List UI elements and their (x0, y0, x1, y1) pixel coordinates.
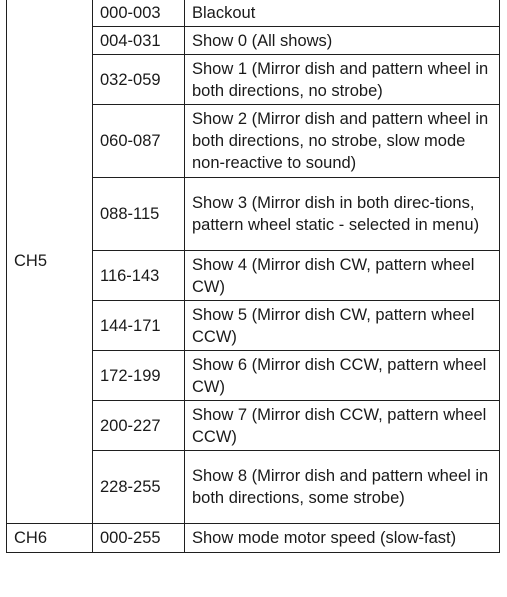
value-range-cell: 144-171 (93, 301, 185, 351)
function-cell: Show 8 (Mirror dish and pattern wheel in both directions, some strobe) (185, 451, 500, 524)
value-range-cell: 200-227 (93, 401, 185, 451)
channel-cell: CH5 (7, 0, 93, 524)
function-cell: Show 0 (All shows) (185, 27, 500, 55)
function-cell: Show 7 (Mirror dish CCW, pattern wheel CCW) (185, 401, 500, 451)
function-cell: Show 5 (Mirror dish CW, pattern wheel CCW) (185, 301, 500, 351)
value-range-cell: 116-143 (93, 251, 185, 301)
value-range-cell: 032-059 (93, 55, 185, 105)
function-cell: Show mode motor speed (slow-fast) (185, 524, 500, 553)
table-row (7, 524, 500, 553)
value-range-cell: 000-255 (93, 524, 185, 553)
function-cell: Show 1 (Mirror dish and pattern wheel in both directions, no strobe) (185, 55, 500, 105)
dmx-table-body (7, 0, 500, 553)
value-range-cell: 228-255 (93, 451, 185, 524)
function-cell: Show 2 (Mirror dish and pattern wheel in both directions, no strobe, slow mode non-reactive to sound) (185, 105, 500, 178)
function-cell: Show 3 (Mirror dish in both direc-tions, pattern wheel static - selected in menu) (185, 178, 500, 251)
value-range-cell: 000-003 (93, 0, 185, 27)
value-range-cell: 172-199 (93, 351, 185, 401)
dmx-channel-table (6, 0, 500, 553)
value-range-cell: 088-115 (93, 178, 185, 251)
channel-cell: CH6 (7, 524, 93, 553)
function-cell: Blackout (185, 0, 500, 27)
function-cell: Show 4 (Mirror dish CW, pattern wheel CW) (185, 251, 500, 301)
table-row (7, 0, 500, 27)
value-range-cell: 004-031 (93, 27, 185, 55)
function-cell: Show 6 (Mirror dish CCW, pattern wheel CW) (185, 351, 500, 401)
value-range-cell: 060-087 (93, 105, 185, 178)
